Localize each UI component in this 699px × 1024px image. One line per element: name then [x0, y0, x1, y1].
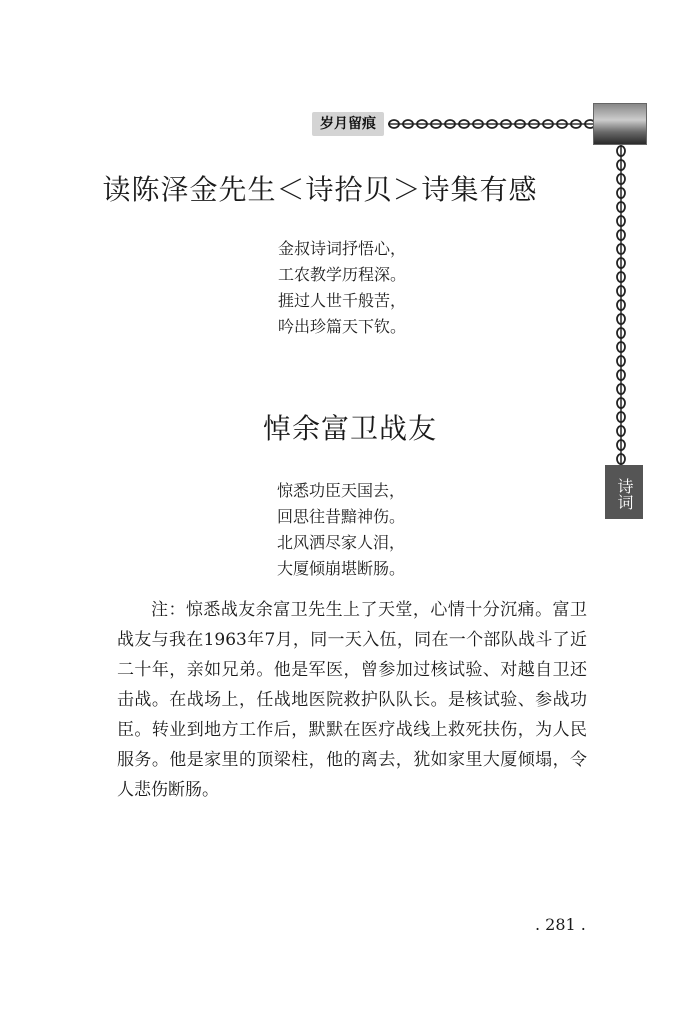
poem2-title: 悼余富卫战友	[262, 412, 437, 445]
poem-line: 回思往昔黯神伤。	[277, 507, 406, 526]
poem2-note: 注：惊悉战友余富卫先生上了天堂，心情十分沉痛。富卫战友与我在1963年7月，同一天入伍，同在一个部队战斗了近二十年，亲如兄弟。他是军医，曾参加过核试验、对越自卫还击战。在战场上，任战地医院救护队队长。是核试验、参战功臣。转业到地方工作后，默默在医疗战线上救死扶伤，为人民服务。他是家里的顶梁柱，他的离去，犹如家里大厦倾塌，令人悲伤断肠。	[117, 600, 587, 800]
poem1-title: 读陈泽金先生＜诗拾贝＞诗集有感	[102, 173, 538, 206]
ornament-border-horizontal	[388, 117, 593, 131]
poem-line: 惊悉功臣天国去，	[277, 481, 406, 500]
poem-line: 大厦倾崩堪断肠。	[277, 559, 406, 578]
side-tab-poetry: 诗词	[605, 465, 643, 519]
poem-line: 工农教学历程深。	[278, 265, 407, 284]
poem-line: 北风洒尽家人泪，	[277, 533, 406, 552]
page-number: . 281 .	[535, 915, 586, 934]
poem-line: 吟出珍篇天下钦。	[278, 317, 407, 336]
poem2-body	[277, 478, 405, 582]
poem-line: 金叔诗词抒悟心，	[278, 239, 407, 258]
ornament-border-vertical	[613, 145, 629, 467]
section-header-label: 岁月留痕	[312, 112, 384, 136]
poem1-body	[278, 236, 406, 340]
poem-line: 捱过人世千般苦，	[278, 291, 407, 310]
waterfall-photo	[593, 103, 647, 145]
